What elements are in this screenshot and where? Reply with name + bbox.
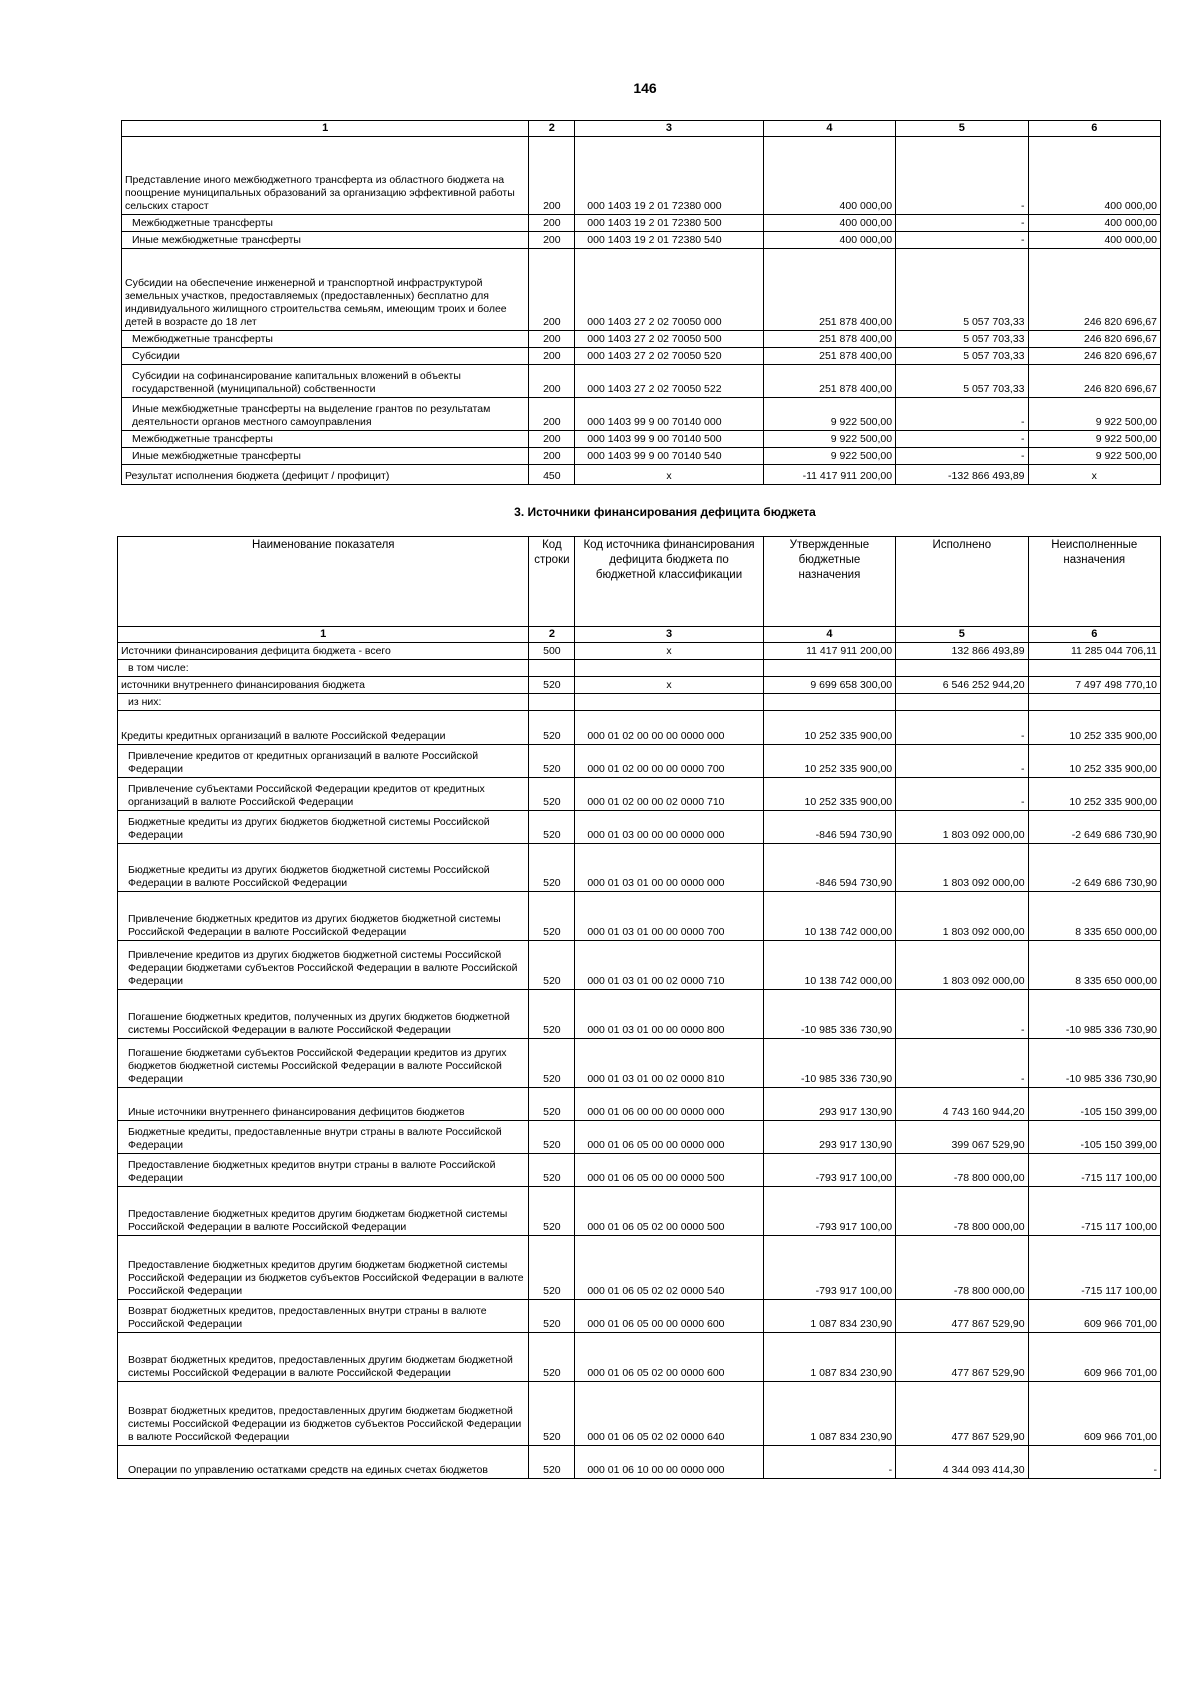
budget-expenditure-table: [121, 120, 1161, 485]
unexecuted-value-cell: -105 150 399,00: [1028, 1121, 1160, 1154]
table-row: [118, 844, 1161, 892]
column-number: 2: [529, 627, 575, 643]
source-code-cell: 000 01 03 00 00 00 0000 000: [575, 811, 763, 844]
column-number: 3: [575, 627, 763, 643]
row-code-cell: 200: [529, 448, 575, 465]
row-code-cell: 520: [529, 1382, 575, 1446]
source-code-cell: 000 01 03 01 00 02 0000 710: [575, 941, 763, 990]
approved-value-cell: 9 922 500,00: [763, 398, 895, 431]
column-number: 1: [118, 627, 529, 643]
approved-value-cell: -793 917 100,00: [763, 1154, 895, 1187]
column-number: 5: [896, 121, 1028, 137]
table-row: [118, 811, 1161, 844]
approved-value-cell: 9 922 500,00: [763, 431, 895, 448]
approved-value-cell: 10 252 335 900,00: [763, 778, 895, 811]
unexecuted-value-cell: 246 820 696,67: [1028, 348, 1160, 365]
row-name-cell: из них:: [118, 694, 529, 711]
source-code-cell: 000 1403 19 2 01 72380 540: [575, 232, 763, 249]
unexecuted-value-cell: 400 000,00: [1028, 232, 1160, 249]
executed-value-cell: 477 867 529,90: [896, 1382, 1028, 1446]
unexecuted-value-cell: 9 922 500,00: [1028, 398, 1160, 431]
row-name-cell: Иные источники внутреннего финансирования дефицитов бюджетов: [118, 1088, 529, 1121]
unexecuted-value-cell: -2 649 686 730,90: [1028, 844, 1160, 892]
table-row: [122, 398, 1161, 431]
unexecuted-value-cell: -105 150 399,00: [1028, 1088, 1160, 1121]
row-code-cell: 520: [529, 1300, 575, 1333]
unexecuted-value-cell: 8 335 650 000,00: [1028, 941, 1160, 990]
row-code-cell: 200: [529, 137, 575, 215]
approved-value-cell: 400 000,00: [763, 137, 895, 215]
row-code-cell: 520: [529, 1446, 575, 1479]
row-code-cell: 520: [529, 941, 575, 990]
executed-value-cell: 4 743 160 944,20: [896, 1088, 1028, 1121]
row-code-cell: 200: [529, 215, 575, 232]
source-code-cell: 000 1403 19 2 01 72380 500: [575, 215, 763, 232]
executed-value-cell: 477 867 529,90: [896, 1300, 1028, 1333]
row-code-cell: 520: [529, 1236, 575, 1300]
executed-value-cell: -78 800 000,00: [896, 1154, 1028, 1187]
unexecuted-value-cell: 9 922 500,00: [1028, 431, 1160, 448]
unexecuted-value-cell: [1028, 660, 1160, 677]
row-name-cell: Бюджетные кредиты из других бюджетов бюджетной системы Российской Федерации: [118, 811, 529, 844]
row-code-cell: 200: [529, 431, 575, 448]
table-row: [118, 1039, 1161, 1088]
executed-value-cell: 5 057 703,33: [896, 348, 1028, 365]
row-name-cell: Иные межбюджетные трансферты: [122, 448, 529, 465]
unexecuted-value-cell: -715 117 100,00: [1028, 1187, 1160, 1236]
source-code-cell: 000 01 02 00 00 00 0000 700: [575, 745, 763, 778]
column-header-source-code: Код источника финансирования дефицита бюджета по бюджетной классификации: [575, 537, 763, 627]
executed-value-cell: -132 866 493,89: [896, 465, 1028, 485]
source-code-cell: 000 01 06 05 02 00 0000 600: [575, 1333, 763, 1382]
executed-value-cell: 6 546 252 944,20: [896, 677, 1028, 694]
unexecuted-value-cell: 8 335 650 000,00: [1028, 892, 1160, 941]
approved-value-cell: -846 594 730,90: [763, 844, 895, 892]
row-name-cell: Погашение бюджетами субъектов Российской Федерации кредитов из других бюджетов бюджетной системы Российской Федерации в валюте Российской Федерации: [118, 1039, 529, 1088]
executed-value-cell: -: [896, 711, 1028, 745]
row-name-cell: Субсидии: [122, 348, 529, 365]
approved-value-cell: 10 252 335 900,00: [763, 711, 895, 745]
table-row: [118, 660, 1161, 677]
unexecuted-value-cell: 246 820 696,67: [1028, 249, 1160, 331]
table-row: [118, 711, 1161, 745]
approved-value-cell: 251 878 400,00: [763, 249, 895, 331]
row-name-cell: Кредиты кредитных организаций в валюте Российской Федерации: [118, 711, 529, 745]
row-name-cell: Субсидии на софинансирование капитальных вложений в объекты государственной (муниципальной) собственности: [122, 365, 529, 398]
table-row: [118, 745, 1161, 778]
approved-value-cell: 1 087 834 230,90: [763, 1382, 895, 1446]
row-name-cell: Результат исполнения бюджета (дефицит / профицит): [122, 465, 529, 485]
unexecuted-value-cell: -10 985 336 730,90: [1028, 1039, 1160, 1088]
table-row: [118, 694, 1161, 711]
table-row: [118, 1333, 1161, 1382]
table-row: [118, 941, 1161, 990]
source-code-cell: [575, 660, 763, 677]
executed-value-cell: -: [896, 215, 1028, 232]
table-row: [118, 990, 1161, 1039]
table-row: [122, 431, 1161, 448]
executed-value-cell: -: [896, 778, 1028, 811]
row-code-cell: 520: [529, 1333, 575, 1382]
row-code-cell: [529, 694, 575, 711]
executed-value-cell: 4 344 093 414,30: [896, 1446, 1028, 1479]
source-code-cell: 000 01 02 00 00 00 0000 000: [575, 711, 763, 745]
row-code-cell: 520: [529, 811, 575, 844]
executed-value-cell: 5 057 703,33: [896, 365, 1028, 398]
table-row: [122, 331, 1161, 348]
executed-value-cell: 132 866 493,89: [896, 643, 1028, 660]
unexecuted-value-cell: -715 117 100,00: [1028, 1236, 1160, 1300]
approved-value-cell: -: [763, 1446, 895, 1479]
unexecuted-value-cell: 10 252 335 900,00: [1028, 745, 1160, 778]
deficit-financing-sources-table: [117, 536, 1161, 1479]
approved-value-cell: 9 922 500,00: [763, 448, 895, 465]
approved-value-cell: 10 252 335 900,00: [763, 745, 895, 778]
row-name-cell: Возврат бюджетных кредитов, предоставленных другим бюджетам бюджетной системы Российской Федерации в валюте Российской Федерации: [118, 1333, 529, 1382]
table-row: [122, 448, 1161, 465]
source-code-cell: 000 01 06 05 00 00 0000 500: [575, 1154, 763, 1187]
table-row: [118, 1236, 1161, 1300]
source-code-cell: 000 01 06 10 00 00 0000 000: [575, 1446, 763, 1479]
executed-value-cell: -: [896, 137, 1028, 215]
executed-value-cell: -: [896, 990, 1028, 1039]
table-row: [118, 1154, 1161, 1187]
source-code-cell: 000 01 02 00 00 02 0000 710: [575, 778, 763, 811]
unexecuted-value-cell: 246 820 696,67: [1028, 365, 1160, 398]
column-number: 5: [896, 627, 1028, 643]
approved-value-cell: 400 000,00: [763, 232, 895, 249]
column-number: 6: [1028, 627, 1160, 643]
approved-value-cell: 251 878 400,00: [763, 348, 895, 365]
executed-value-cell: -: [896, 431, 1028, 448]
column-header-name: Наименование показателя: [118, 537, 529, 627]
row-code-cell: 450: [529, 465, 575, 485]
unexecuted-value-cell: x: [1028, 465, 1160, 485]
approved-value-cell: 251 878 400,00: [763, 365, 895, 398]
table-row: [118, 677, 1161, 694]
source-code-cell: 000 1403 99 9 00 70140 000: [575, 398, 763, 431]
approved-value-cell: 293 917 130,90: [763, 1088, 895, 1121]
approved-value-cell: 11 417 911 200,00: [763, 643, 895, 660]
row-name-cell: Привлечение кредитов от кредитных организаций в валюте Российской Федерации: [118, 745, 529, 778]
executed-value-cell: 1 803 092 000,00: [896, 941, 1028, 990]
row-name-cell: Бюджетные кредиты из других бюджетов бюджетной системы Российской Федерации в валюте Российской Федерации: [118, 844, 529, 892]
table-row: [118, 1382, 1161, 1446]
approved-value-cell: 251 878 400,00: [763, 331, 895, 348]
unexecuted-value-cell: [1028, 694, 1160, 711]
source-code-cell: 000 01 06 00 00 00 0000 000: [575, 1088, 763, 1121]
table-row: [122, 365, 1161, 398]
row-name-cell: Бюджетные кредиты, предоставленные внутри страны в валюте Российской Федерации: [118, 1121, 529, 1154]
executed-value-cell: 5 057 703,33: [896, 249, 1028, 331]
executed-value-cell: -: [896, 1039, 1028, 1088]
row-name-cell: Предоставление бюджетных кредитов другим бюджетам бюджетной системы Российской Федерации в валюте Российской Федерации: [118, 1187, 529, 1236]
row-code-cell: 520: [529, 990, 575, 1039]
table1-body: [122, 121, 1161, 485]
table-row: [122, 465, 1161, 485]
source-code-cell: x: [575, 643, 763, 660]
column-number: 4: [763, 627, 895, 643]
approved-value-cell: 293 917 130,90: [763, 1121, 895, 1154]
executed-value-cell: [896, 694, 1028, 711]
unexecuted-value-cell: 246 820 696,67: [1028, 331, 1160, 348]
table-row: [118, 778, 1161, 811]
executed-value-cell: -: [896, 398, 1028, 431]
section-title: 3. Источники финансирования дефицита бюджета: [514, 505, 816, 519]
source-code-cell: 000 1403 99 9 00 70140 540: [575, 448, 763, 465]
source-code-cell: 000 1403 19 2 01 72380 000: [575, 137, 763, 215]
source-code-cell: 000 1403 99 9 00 70140 500: [575, 431, 763, 448]
row-code-cell: 200: [529, 331, 575, 348]
executed-value-cell: -: [896, 232, 1028, 249]
table-row: [122, 348, 1161, 365]
table-row: [118, 1121, 1161, 1154]
source-code-cell: 000 01 06 05 02 00 0000 500: [575, 1187, 763, 1236]
approved-value-cell: 1 087 834 230,90: [763, 1333, 895, 1382]
column-number: 1: [122, 121, 529, 137]
source-code-cell: 000 1403 27 2 02 70050 000: [575, 249, 763, 331]
row-code-cell: 520: [529, 1088, 575, 1121]
column-header-unexecuted: Неисполненные назначения: [1028, 537, 1160, 627]
table-row: [118, 1088, 1161, 1121]
source-code-cell: 000 1403 27 2 02 70050 520: [575, 348, 763, 365]
source-code-cell: 000 01 03 01 00 00 0000 800: [575, 990, 763, 1039]
row-name-cell: в том числе:: [118, 660, 529, 677]
source-code-cell: 000 01 06 05 02 02 0000 640: [575, 1382, 763, 1446]
source-code-cell: 000 01 06 05 02 02 0000 540: [575, 1236, 763, 1300]
unexecuted-value-cell: 609 966 701,00: [1028, 1382, 1160, 1446]
row-name-cell: Предоставление бюджетных кредитов внутри страны в валюте Российской Федерации: [118, 1154, 529, 1187]
unexecuted-value-cell: -: [1028, 1446, 1160, 1479]
row-code-cell: 500: [529, 643, 575, 660]
column-header-row-code: Код строки: [529, 537, 575, 627]
row-code-cell: 200: [529, 398, 575, 431]
approved-value-cell: -846 594 730,90: [763, 811, 895, 844]
table-row: [122, 137, 1161, 215]
unexecuted-value-cell: 400 000,00: [1028, 137, 1160, 215]
unexecuted-value-cell: 609 966 701,00: [1028, 1333, 1160, 1382]
unexecuted-value-cell: -715 117 100,00: [1028, 1154, 1160, 1187]
column-number: 2: [529, 121, 575, 137]
row-code-cell: 200: [529, 232, 575, 249]
approved-value-cell: -10 985 336 730,90: [763, 1039, 895, 1088]
source-code-cell: 000 1403 27 2 02 70050 522: [575, 365, 763, 398]
approved-value-cell: 9 699 658 300,00: [763, 677, 895, 694]
row-name-cell: Межбюджетные трансферты: [122, 215, 529, 232]
executed-value-cell: 5 057 703,33: [896, 331, 1028, 348]
unexecuted-value-cell: -10 985 336 730,90: [1028, 990, 1160, 1039]
row-name-cell: Погашение бюджетных кредитов, полученных из других бюджетов бюджетной системы Российской Федерации в валюте Российской Федерации: [118, 990, 529, 1039]
row-code-cell: 520: [529, 1187, 575, 1236]
source-code-cell: x: [575, 677, 763, 694]
approved-value-cell: -793 917 100,00: [763, 1187, 895, 1236]
approved-value-cell: 10 138 742 000,00: [763, 892, 895, 941]
row-code-cell: 200: [529, 348, 575, 365]
source-code-cell: x: [575, 465, 763, 485]
row-code-cell: 520: [529, 778, 575, 811]
row-code-cell: [529, 660, 575, 677]
unexecuted-value-cell: 9 922 500,00: [1028, 448, 1160, 465]
executed-value-cell: -: [896, 448, 1028, 465]
table-row: [122, 232, 1161, 249]
table-row: [118, 892, 1161, 941]
unexecuted-value-cell: 609 966 701,00: [1028, 1300, 1160, 1333]
approved-value-cell: -10 985 336 730,90: [763, 990, 895, 1039]
column-header-executed: Исполнено: [896, 537, 1028, 627]
table-row: [118, 643, 1161, 660]
unexecuted-value-cell: -2 649 686 730,90: [1028, 811, 1160, 844]
executed-value-cell: -78 800 000,00: [896, 1187, 1028, 1236]
executed-value-cell: 399 067 529,90: [896, 1121, 1028, 1154]
source-code-cell: 000 01 03 01 00 00 0000 000: [575, 844, 763, 892]
row-name-cell: Возврат бюджетных кредитов, предоставленных другим бюджетам бюджетной системы Российской Федерации из бюджетов субъектов Российской Федерации в валюте Российской Федерации: [118, 1382, 529, 1446]
approved-value-cell: 10 138 742 000,00: [763, 941, 895, 990]
executed-value-cell: 1 803 092 000,00: [896, 892, 1028, 941]
executed-value-cell: -78 800 000,00: [896, 1236, 1028, 1300]
approved-value-cell: [763, 694, 895, 711]
source-code-cell: 000 01 03 01 00 02 0000 810: [575, 1039, 763, 1088]
executed-value-cell: 1 803 092 000,00: [896, 811, 1028, 844]
source-code-cell: [575, 694, 763, 711]
unexecuted-value-cell: 7 497 498 770,10: [1028, 677, 1160, 694]
row-code-cell: 520: [529, 745, 575, 778]
approved-value-cell: [763, 660, 895, 677]
source-code-cell: 000 01 06 05 00 00 0000 600: [575, 1300, 763, 1333]
executed-value-cell: 477 867 529,90: [896, 1333, 1028, 1382]
unexecuted-value-cell: 11 285 044 706,11: [1028, 643, 1160, 660]
approved-value-cell: 1 087 834 230,90: [763, 1300, 895, 1333]
approved-value-cell: -11 417 911 200,00: [763, 465, 895, 485]
row-name-cell: Межбюджетные трансферты: [122, 431, 529, 448]
source-code-cell: 000 01 03 01 00 00 0000 700: [575, 892, 763, 941]
approved-value-cell: -793 917 100,00: [763, 1236, 895, 1300]
table-row: [118, 1300, 1161, 1333]
row-code-cell: 520: [529, 1039, 575, 1088]
table2-body: [118, 537, 1161, 1479]
row-name-cell: Операции по управлению остатками средств на единых счетах бюджетов: [118, 1446, 529, 1479]
column-header-approved: Утвержденные бюджетные назначения: [763, 537, 895, 627]
row-code-cell: 520: [529, 711, 575, 745]
row-name-cell: Привлечение субъектами Российской Федерации кредитов от кредитных организаций в валюте Российской Федерации: [118, 778, 529, 811]
table2-column-headers: [118, 537, 1161, 627]
row-code-cell: 520: [529, 1154, 575, 1187]
row-name-cell: Привлечение кредитов из других бюджетов бюджетной системы Российской Федерации бюджетами субъектов Российской Федерации в валюте Российской Федерации: [118, 941, 529, 990]
row-name-cell: источники внутреннего финансирования бюджета: [118, 677, 529, 694]
table-row: [118, 1187, 1161, 1236]
table2-column-numbers: [118, 627, 1161, 643]
row-code-cell: 520: [529, 892, 575, 941]
executed-value-cell: -: [896, 745, 1028, 778]
table1-column-numbers: [122, 121, 1161, 137]
unexecuted-value-cell: 400 000,00: [1028, 215, 1160, 232]
source-code-cell: 000 01 06 05 00 00 0000 000: [575, 1121, 763, 1154]
row-name-cell: Иные межбюджетные трансферты на выделение грантов по результатам деятельности органов местного самоуправления: [122, 398, 529, 431]
executed-value-cell: [896, 660, 1028, 677]
row-name-cell: Привлечение бюджетных кредитов из других бюджетов бюджетной системы Российской Федерации в валюте Российской Федерации: [118, 892, 529, 941]
approved-value-cell: 400 000,00: [763, 215, 895, 232]
row-name-cell: Источники финансирования дефицита бюджета - всего: [118, 643, 529, 660]
row-name-cell: Предоставление бюджетных кредитов другим бюджетам бюджетной системы Российской Федерации из бюджетов субъектов Российской Федерации в валюте Российской Федерации: [118, 1236, 529, 1300]
source-code-cell: 000 1403 27 2 02 70050 500: [575, 331, 763, 348]
row-name-cell: Субсидии на обеспечение инженерной и транспортной инфраструктурой земельных участков, предоставляемых (предоставленных) бесплатно для индивидуального жилищного строительства семьям, имеющим троих и более детей в возрасте до 18 лет: [122, 249, 529, 331]
page-number: 146: [633, 80, 657, 96]
row-code-cell: 520: [529, 677, 575, 694]
table-row: [122, 249, 1161, 331]
row-name-cell: Иные межбюджетные трансферты: [122, 232, 529, 249]
unexecuted-value-cell: 10 252 335 900,00: [1028, 778, 1160, 811]
row-name-cell: Представление иного межбюджетного трансферта из областного бюджета на поощрение муниципальных образований за организацию эффективной работы сельских старост: [122, 137, 529, 215]
unexecuted-value-cell: 10 252 335 900,00: [1028, 711, 1160, 745]
column-number: 3: [575, 121, 763, 137]
row-name-cell: Межбюджетные трансферты: [122, 331, 529, 348]
row-code-cell: 520: [529, 1121, 575, 1154]
row-name-cell: Возврат бюджетных кредитов, предоставленных внутри страны в валюте Российской Федерации: [118, 1300, 529, 1333]
column-number: 4: [763, 121, 895, 137]
row-code-cell: 200: [529, 249, 575, 331]
executed-value-cell: 1 803 092 000,00: [896, 844, 1028, 892]
column-number: 6: [1028, 121, 1160, 137]
row-code-cell: 520: [529, 844, 575, 892]
table-row: [118, 1446, 1161, 1479]
table-row: [122, 215, 1161, 232]
row-code-cell: 200: [529, 365, 575, 398]
